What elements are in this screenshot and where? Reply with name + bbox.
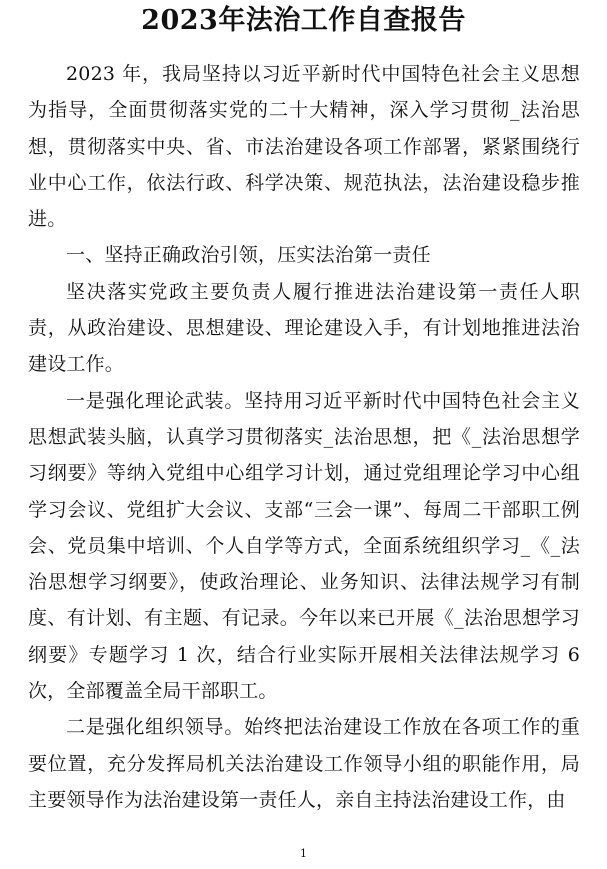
section-heading-1: 一、坚持正确政治引领，压实法治第一责任: [66, 244, 431, 267]
document-title: 2023年法治工作自查报告: [141, 5, 466, 36]
organization-leadership-paragraph: 二是强化组织领导。始终把法治建设工作放在各项工作的重要位置，充分发挥局机关法治建设工作领导小组的职能作用，局主要领导作为法治建设第一责任人，亲自主持法治建设工作，由: [28, 716, 580, 811]
intro-paragraph: 2023 年，我局坚持以习近平新时代中国特色社会主义思想为指导，全面贯彻落实党的二十大精神，深入学习贯彻_法治思想，贯彻落实中央、省、市法治建设各项工作部署，紧紧围绕行业中心工作，依法行政、科学决策、规范执法，法治建设稳步推进。: [28, 63, 580, 231]
section-1-paragraph: 坚决落实党政主要负责人履行推进法治建设第一责任人职责，从政治建设、思想建设、理论建设入手，有计划地推进法治建设工作。: [28, 280, 580, 376]
document-body: [28, 56, 580, 818]
page-number: 1: [300, 847, 307, 860]
theory-study-paragraph: 一是强化理论武装。坚持用习近平新时代中国特色社会主义思想武装头脑，认真学习贯彻落实_法治思想，把《_法治思想学习纲要》等纳入党组中心组学习计划，通过党组理论学习中心组学习会议、党组扩大会议、支部“三会一课”、每周二干部职工例会、党员集中培训、个人自学等方式，全面系统组织学习_《_法治思想学习纲要》，使政治理论、业务知识、法律法规学习有制度、有计划、有主题、有记录。今年以来已开展《_法治思想学习纲要》专题学习 1 次，结合行业实际开展相关法律法规学习 6 次，全部覆盖全局干部职工。: [28, 389, 580, 703]
